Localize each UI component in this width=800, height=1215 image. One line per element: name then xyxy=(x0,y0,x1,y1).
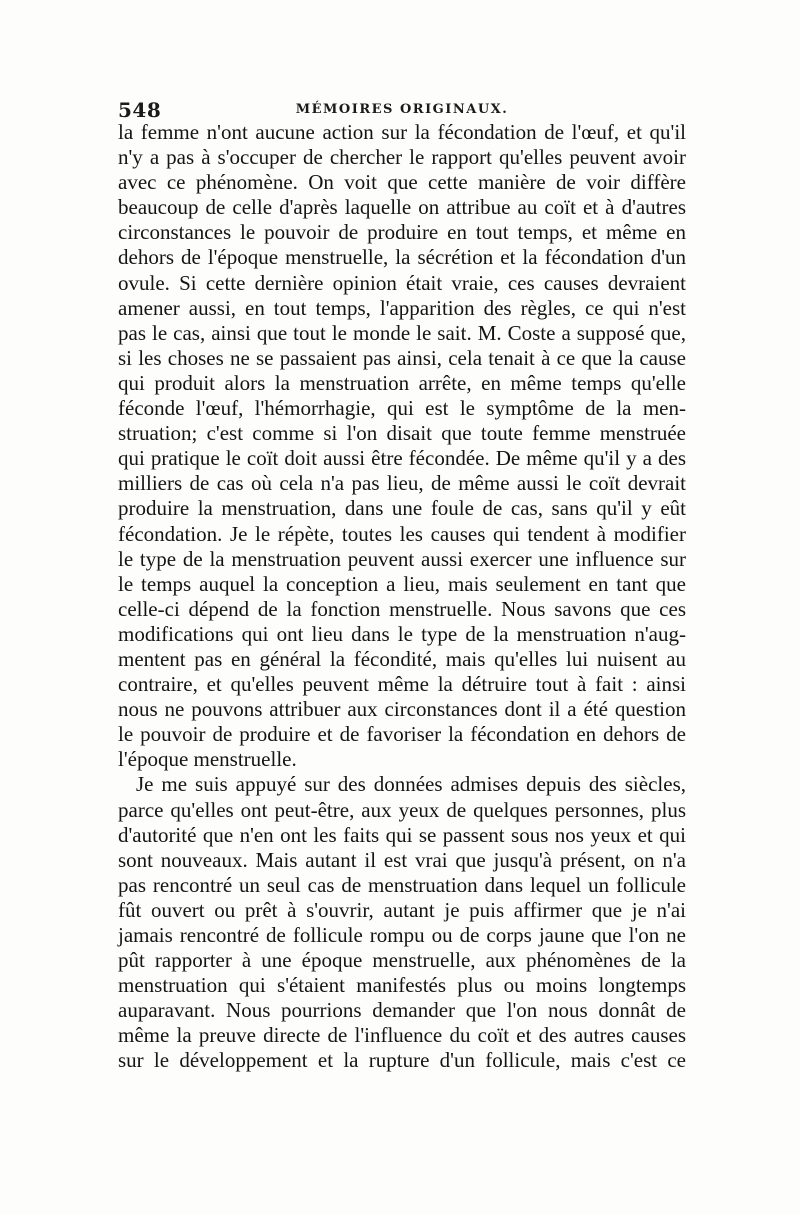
text-line: jamais rencontré de follicule rompu ou de corps jaune que l'on ne xyxy=(118,923,686,947)
text-line: sont nouveaux. Mais autant il est vrai que jusqu'à présent, on n'a xyxy=(118,847,686,872)
text-line: l'époque menstruelle. xyxy=(118,747,297,772)
body-text xyxy=(118,120,686,1074)
text-line: même la preuve directe de l'influence du coït et des autres causes xyxy=(118,1023,686,1048)
paragraph-2 xyxy=(118,772,686,1073)
text-line: Je me suis appuyé sur des données admises depuis des siècles, xyxy=(136,772,686,797)
text-line: menstruation qui s'étaient manifestés plus ou moins longtemps xyxy=(118,973,686,998)
text-line: modifications qui ont lieu dans le type de la menstruation n'aug- xyxy=(118,621,686,646)
text-line: celle-ci dépend de la fonction menstruelle. Nous savons que ces xyxy=(118,596,686,621)
text-line: dehors de l'époque menstruelle, la sécrétion et la fécondation d'un xyxy=(118,245,686,270)
running-title: MÉMOIRES ORIGINAUX. xyxy=(295,102,509,117)
page-header xyxy=(118,98,686,122)
text-line: milliers de cas où cela n'a pas lieu, de même aussi le coït devrait xyxy=(118,471,686,496)
text-line: struation; c'est comme si l'on disait que toute femme menstruée xyxy=(118,421,686,446)
text-line: pût rapporter à une époque menstruelle, aux phénomènes de la xyxy=(118,948,686,973)
text-line: ovule. Si cette dernière opinion était vraie, ces causes devraient xyxy=(118,270,686,295)
text-line: qui produit alors la menstruation arrête, en même temps qu'elle xyxy=(118,370,686,395)
text-line: mentent pas en général la fécondité, mais qu'elles lui nuisent au xyxy=(118,646,686,671)
text-line: fût ouvert ou prêt à s'ouvrir, autant je puis affirmer que je n'ai xyxy=(118,897,686,922)
text-line: le type de la menstruation peuvent aussi exercer une influence sur xyxy=(118,546,686,571)
page-number: 548 xyxy=(118,98,162,122)
text-line: auparavant. Nous pourrions demander que l'on nous donnât de xyxy=(118,998,686,1023)
text-line: le temps auquel la conception a lieu, mais seulement en tant que xyxy=(118,571,686,596)
text-line: n'y a pas à s'occuper de chercher le rapport qu'elles peuvent avoir xyxy=(118,145,686,170)
text-line: parce qu'elles ont peut-être, aux yeux de quelques personnes, plus xyxy=(118,797,686,822)
text-line: avec ce phénomène. On voit que cette manière de voir diffère xyxy=(118,170,686,195)
text-line: pas le cas, ainsi que tout le monde le sait. M. Coste a supposé que, xyxy=(118,320,686,345)
text-line: féconde l'œuf, l'hémorrhagie, qui est le symptôme de la men- xyxy=(118,396,686,421)
text-line: circonstances le pouvoir de produire en tout temps, et même en xyxy=(118,220,686,245)
text-line: si les choses ne se passaient pas ainsi, cela tenait à ce que la cause xyxy=(118,345,686,370)
text-line: qui pratique le coït doit aussi être fécondée. De même qu'il y a des xyxy=(118,446,686,471)
text-line: la femme n'ont aucune action sur la fécondation de l'œuf, et qu'il xyxy=(118,120,686,144)
text-line: fécondation. Je le répète, toutes les causes qui tendent à modifier xyxy=(118,521,686,546)
text-line: contraire, et qu'elles peuvent même la détruire tout à fait : ainsi xyxy=(118,672,686,697)
text-line: pas rencontré un seul cas de menstruation dans lequel un follicule xyxy=(118,872,686,897)
text-line: amener aussi, en tout temps, l'apparition des règles, ce qui n'est xyxy=(118,295,686,320)
text-line: nous ne pouvons attribuer aux circonstances dont il a été question xyxy=(118,697,686,722)
text-line: beaucoup de celle d'après laquelle on attribue au coït et à d'autres xyxy=(118,195,686,220)
paragraph-1 xyxy=(118,120,686,772)
text-line: le pouvoir de produire et de favoriser la fécondation en dehors de xyxy=(118,722,686,747)
text-line: produire la menstruation, dans une foule de cas, sans qu'il y eût xyxy=(118,496,686,521)
text-line: d'autorité que n'en ont les faits qui se passent sous nos yeux et qui xyxy=(118,822,686,847)
text-line: sur le développement et la rupture d'un follicule, mais c'est ce xyxy=(118,1048,686,1073)
